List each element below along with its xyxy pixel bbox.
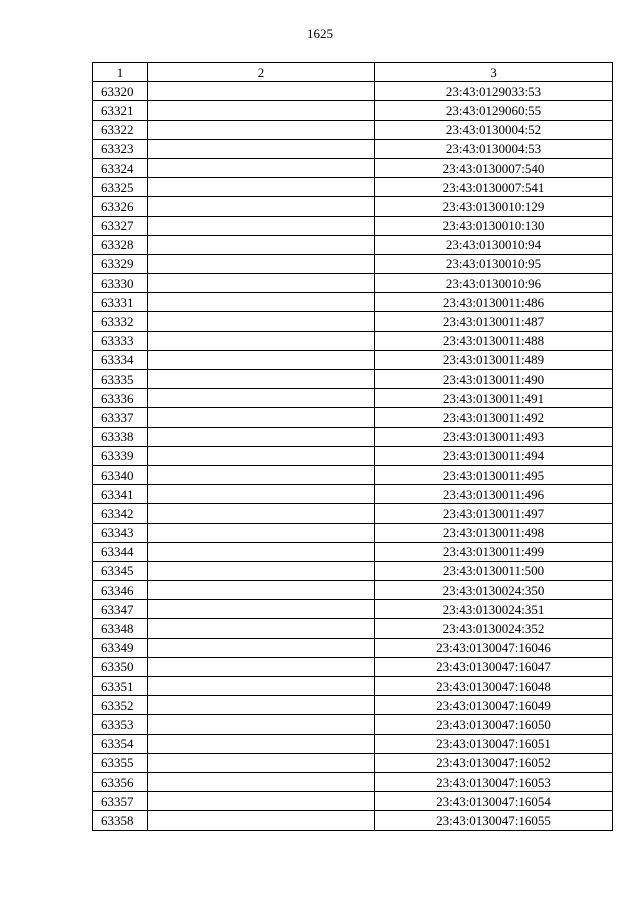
cadastral-number-cell: 23:43:0130010:94	[375, 235, 613, 254]
row-blank-cell	[148, 158, 375, 177]
cadastral-number-cell: 23:43:0130007:540	[375, 158, 613, 177]
table-row	[93, 274, 613, 293]
row-number-cell: 63323	[93, 139, 148, 158]
table-row	[93, 408, 613, 427]
row-number-cell: 63342	[93, 504, 148, 523]
cadastral-number-cell: 23:43:0130024:350	[375, 581, 613, 600]
registry-table-body	[93, 63, 613, 831]
row-blank-cell	[148, 715, 375, 734]
table-row	[93, 619, 613, 638]
row-blank-cell	[148, 446, 375, 465]
table-row	[93, 657, 613, 676]
cadastral-number-cell: 23:43:0130011:499	[375, 542, 613, 561]
row-number-cell: 63352	[93, 696, 148, 715]
table-row	[93, 581, 613, 600]
row-blank-cell	[148, 638, 375, 657]
table-row	[93, 561, 613, 580]
table-row	[93, 293, 613, 312]
row-number-cell: 63344	[93, 542, 148, 561]
row-number-cell: 63346	[93, 581, 148, 600]
column-header-1: 1	[93, 63, 148, 82]
row-number-cell: 63340	[93, 465, 148, 484]
row-blank-cell	[148, 753, 375, 772]
table-row	[93, 600, 613, 619]
table-header-row	[93, 63, 613, 82]
cadastral-number-cell: 23:43:0130011:488	[375, 331, 613, 350]
table-row	[93, 542, 613, 561]
row-number-cell: 63333	[93, 331, 148, 350]
row-number-cell: 63339	[93, 446, 148, 465]
table-row	[93, 696, 613, 715]
cadastral-number-cell: 23:43:0130047:16050	[375, 715, 613, 734]
cadastral-number-cell: 23:43:0130011:498	[375, 523, 613, 542]
table-row	[93, 235, 613, 254]
row-blank-cell	[148, 293, 375, 312]
row-blank-cell	[148, 677, 375, 696]
row-blank-cell	[148, 408, 375, 427]
table-row	[93, 139, 613, 158]
table-row	[93, 792, 613, 811]
row-number-cell: 63324	[93, 158, 148, 177]
cadastral-number-cell: 23:43:0130011:493	[375, 427, 613, 446]
row-blank-cell	[148, 101, 375, 120]
row-blank-cell	[148, 178, 375, 197]
row-blank-cell	[148, 312, 375, 331]
row-number-cell: 63341	[93, 485, 148, 504]
table-row	[93, 677, 613, 696]
table-row	[93, 254, 613, 273]
cadastral-number-cell: 23:43:0130010:130	[375, 216, 613, 235]
cadastral-number-cell: 23:43:0130047:16054	[375, 792, 613, 811]
row-blank-cell	[148, 331, 375, 350]
row-blank-cell	[148, 120, 375, 139]
row-blank-cell	[148, 619, 375, 638]
cadastral-number-cell: 23:43:0130011:491	[375, 389, 613, 408]
row-number-cell: 63357	[93, 792, 148, 811]
row-number-cell: 63337	[93, 408, 148, 427]
row-number-cell: 63322	[93, 120, 148, 139]
cadastral-number-cell: 23:43:0130047:16047	[375, 657, 613, 676]
row-number-cell: 63356	[93, 772, 148, 791]
cadastral-number-cell: 23:43:0130011:497	[375, 504, 613, 523]
table-row	[93, 485, 613, 504]
cadastral-number-cell: 23:43:0129060:55	[375, 101, 613, 120]
row-blank-cell	[148, 523, 375, 542]
cadastral-number-cell: 23:43:0130047:16052	[375, 753, 613, 772]
row-number-cell: 63349	[93, 638, 148, 657]
row-number-cell: 63348	[93, 619, 148, 638]
cadastral-number-cell: 23:43:0129033:53	[375, 82, 613, 101]
page-number: 1625	[307, 26, 333, 41]
row-number-cell: 63321	[93, 101, 148, 120]
table-row	[93, 370, 613, 389]
cadastral-number-cell: 23:43:0130011:487	[375, 312, 613, 331]
row-number-cell: 63343	[93, 523, 148, 542]
table-row	[93, 197, 613, 216]
table-row	[93, 216, 613, 235]
row-blank-cell	[148, 792, 375, 811]
row-number-cell: 63353	[93, 715, 148, 734]
row-blank-cell	[148, 197, 375, 216]
table-row	[93, 350, 613, 369]
row-blank-cell	[148, 427, 375, 446]
cadastral-number-cell: 23:43:0130010:129	[375, 197, 613, 216]
row-number-cell: 63320	[93, 82, 148, 101]
table-row	[93, 715, 613, 734]
table-row	[93, 446, 613, 465]
row-blank-cell	[148, 657, 375, 676]
table-row	[93, 523, 613, 542]
cadastral-number-cell: 23:43:0130011:489	[375, 350, 613, 369]
row-number-cell: 63351	[93, 677, 148, 696]
row-number-cell: 63358	[93, 811, 148, 830]
row-number-cell: 63325	[93, 178, 148, 197]
row-number-cell: 63354	[93, 734, 148, 753]
row-blank-cell	[148, 734, 375, 753]
row-number-cell: 63329	[93, 254, 148, 273]
row-blank-cell	[148, 254, 375, 273]
row-number-cell: 63330	[93, 274, 148, 293]
table-row	[93, 753, 613, 772]
row-blank-cell	[148, 389, 375, 408]
column-header-3: 3	[375, 63, 613, 82]
cadastral-number-cell: 23:43:0130011:486	[375, 293, 613, 312]
table-row	[93, 427, 613, 446]
table-row	[93, 312, 613, 331]
row-blank-cell	[148, 465, 375, 484]
cadastral-number-cell: 23:43:0130024:351	[375, 600, 613, 619]
cadastral-number-cell: 23:43:0130004:52	[375, 120, 613, 139]
row-number-cell: 63350	[93, 657, 148, 676]
row-number-cell: 63328	[93, 235, 148, 254]
row-blank-cell	[148, 504, 375, 523]
cadastral-number-cell: 23:43:0130011:496	[375, 485, 613, 504]
row-blank-cell	[148, 485, 375, 504]
row-number-cell: 63332	[93, 312, 148, 331]
cadastral-number-cell: 23:43:0130047:16055	[375, 811, 613, 830]
table-row	[93, 389, 613, 408]
table-row	[93, 158, 613, 177]
row-number-cell: 63334	[93, 350, 148, 369]
row-blank-cell	[148, 350, 375, 369]
row-blank-cell	[148, 542, 375, 561]
cadastral-number-cell: 23:43:0130011:490	[375, 370, 613, 389]
row-blank-cell	[148, 811, 375, 830]
cadastral-number-cell: 23:43:0130010:95	[375, 254, 613, 273]
row-number-cell: 63355	[93, 753, 148, 772]
cadastral-number-cell: 23:43:0130010:96	[375, 274, 613, 293]
row-blank-cell	[148, 696, 375, 715]
table-row	[93, 82, 613, 101]
row-blank-cell	[148, 561, 375, 580]
cadastral-number-cell: 23:43:0130047:16049	[375, 696, 613, 715]
row-blank-cell	[148, 370, 375, 389]
cadastral-number-cell: 23:43:0130011:492	[375, 408, 613, 427]
registry-table	[92, 62, 613, 831]
row-number-cell: 63336	[93, 389, 148, 408]
row-number-cell: 63327	[93, 216, 148, 235]
row-number-cell: 63345	[93, 561, 148, 580]
cadastral-number-cell: 23:43:0130047:16053	[375, 772, 613, 791]
row-number-cell: 63326	[93, 197, 148, 216]
row-blank-cell	[148, 82, 375, 101]
cadastral-number-cell: 23:43:0130024:352	[375, 619, 613, 638]
row-number-cell: 63338	[93, 427, 148, 446]
row-blank-cell	[148, 216, 375, 235]
row-number-cell: 63347	[93, 600, 148, 619]
table-row	[93, 331, 613, 350]
cadastral-number-cell: 23:43:0130047:16051	[375, 734, 613, 753]
row-blank-cell	[148, 235, 375, 254]
table-row	[93, 120, 613, 139]
row-number-cell: 63335	[93, 370, 148, 389]
row-blank-cell	[148, 600, 375, 619]
table-row	[93, 772, 613, 791]
cadastral-number-cell: 23:43:0130011:494	[375, 446, 613, 465]
cadastral-number-cell: 23:43:0130011:500	[375, 561, 613, 580]
table-row	[93, 178, 613, 197]
row-blank-cell	[148, 772, 375, 791]
cadastral-number-cell: 23:43:0130011:495	[375, 465, 613, 484]
cadastral-number-cell: 23:43:0130047:16046	[375, 638, 613, 657]
row-blank-cell	[148, 581, 375, 600]
cadastral-number-cell: 23:43:0130007:541	[375, 178, 613, 197]
table-row	[93, 811, 613, 830]
cadastral-number-cell: 23:43:0130004:53	[375, 139, 613, 158]
row-number-cell: 63331	[93, 293, 148, 312]
cadastral-number-cell: 23:43:0130047:16048	[375, 677, 613, 696]
table-row	[93, 734, 613, 753]
table-row	[93, 638, 613, 657]
table-row	[93, 101, 613, 120]
column-header-2: 2	[148, 63, 375, 82]
table-row	[93, 504, 613, 523]
table-row	[93, 465, 613, 484]
row-blank-cell	[148, 139, 375, 158]
row-blank-cell	[148, 274, 375, 293]
